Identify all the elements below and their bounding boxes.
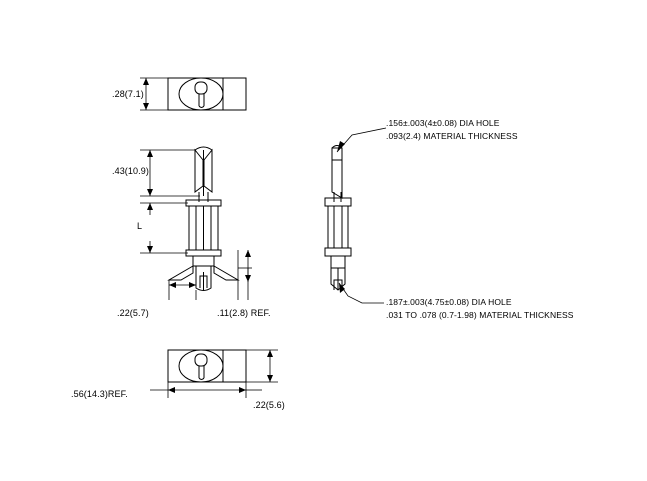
- dim-base-ref: [238, 250, 252, 300]
- dim-top-height: [140, 78, 172, 110]
- dim-bottom-width: [150, 382, 262, 398]
- dim-upper-span: [140, 150, 200, 196]
- front-view-geometry: [169, 147, 238, 291]
- dim-label-length: L: [137, 221, 143, 231]
- note-top-thickness: .093(2.4) MATERIAL THICKNESS: [386, 131, 518, 141]
- note-bottom-thickness: .031 TO .078 (0.7-1.98) MATERIAL THICKNESS: [386, 310, 574, 320]
- dim-label-bottom-width: .56(14.3)REF.: [71, 389, 128, 399]
- bottom-view-geometry: [168, 350, 246, 382]
- leader-top-note: [337, 128, 386, 152]
- note-top-hole: .156±.003(4±0.08) DIA HOLE: [386, 118, 500, 128]
- dim-label-top-height: .28(7.1): [112, 89, 144, 99]
- dim-label-base-ref: .11(2.8) REF.: [217, 308, 271, 318]
- dim-label-upper-span: .43(10.9): [112, 166, 149, 176]
- dim-label-bottom-height: .22(5.6): [253, 400, 285, 410]
- dim-base-width: [169, 280, 196, 300]
- dim-bottom-height: [246, 350, 278, 382]
- dim-length-L: [140, 203, 188, 253]
- side-view-geometry: [325, 146, 351, 291]
- note-bottom-hole: .187±.003(4.75±0.08) DIA HOLE: [386, 297, 512, 307]
- dim-label-base-width: .22(5.7): [117, 308, 149, 318]
- leader-bottom-note: [339, 283, 384, 303]
- top-view-geometry: [168, 78, 246, 110]
